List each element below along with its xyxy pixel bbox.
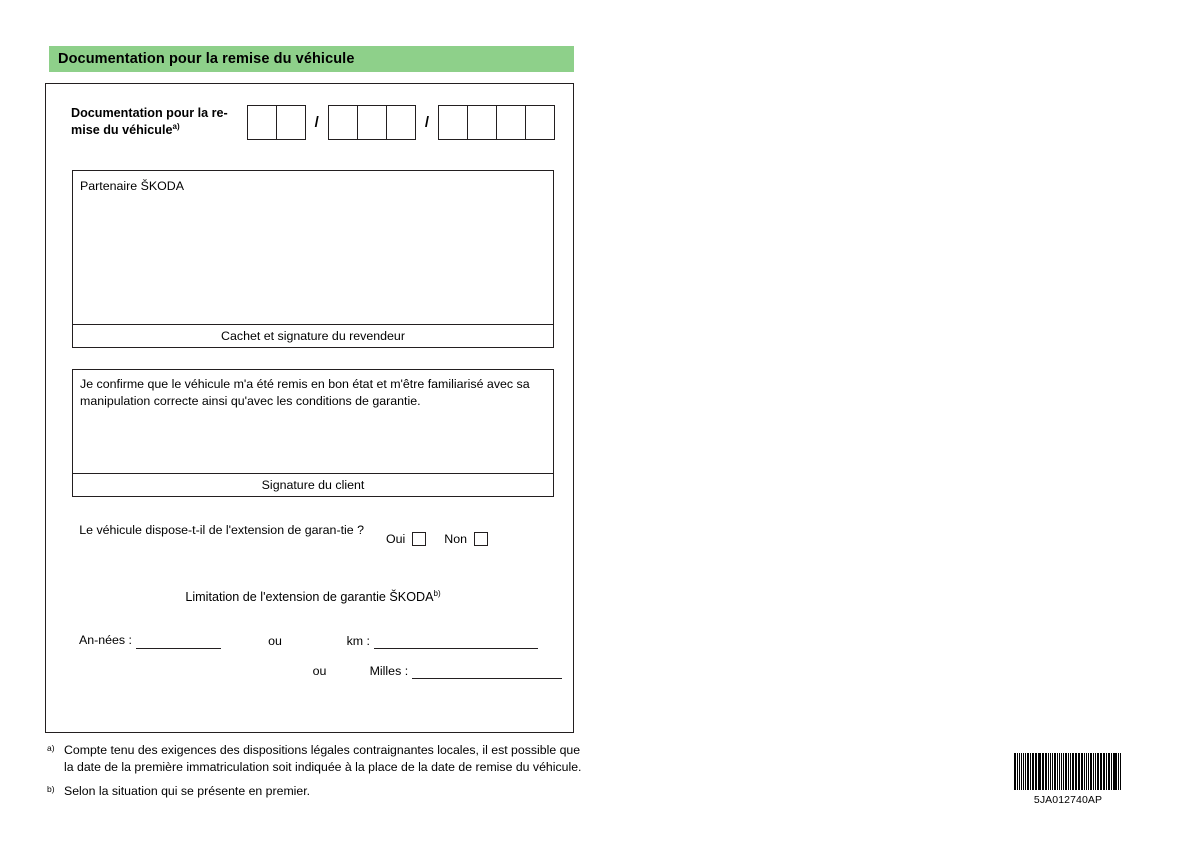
footnote-b-text: Selon la situation qui se présente en premier. [64, 783, 311, 798]
page-title: Documentation pour la remise du véhicule [58, 51, 355, 67]
date-day-cell[interactable] [247, 105, 277, 140]
dealer-stamp-caption: Cachet et signature du revendeur [72, 325, 554, 348]
dealer-stamp-block [72, 170, 554, 348]
footnote-b [47, 783, 587, 800]
date-year-cell[interactable] [467, 105, 497, 140]
warranty-question-label: Le véhicule dispose-t-il de l'extension de garan-tie ? [79, 523, 364, 537]
footnotes [47, 742, 587, 807]
miles-label: Milles : [369, 664, 409, 679]
date-month-boxes[interactable] [328, 105, 416, 140]
barcode-number: 5JA012740AP [1033, 794, 1103, 806]
customer-signature-caption: Signature du client [72, 474, 554, 497]
footnote-marker-b: b) [433, 589, 441, 598]
date-year-cell[interactable] [496, 105, 526, 140]
footnote-b-marker: b) [47, 783, 55, 794]
date-day-boxes[interactable] [247, 105, 306, 140]
date-separator-2: / [424, 114, 429, 131]
km-input[interactable] [374, 633, 538, 649]
warranty-yes-checkbox[interactable] [412, 532, 426, 546]
warranty-limitation-text: Limitation de l'extension de garantie ŠKODA [185, 590, 434, 605]
warranty-limit-row-2 [72, 663, 562, 679]
dealer-stamp-area[interactable] [72, 170, 554, 325]
date-month-cell[interactable] [357, 105, 387, 140]
barcode-image [1014, 753, 1122, 790]
warranty-option-yes[interactable] [386, 522, 426, 546]
footnote-a-marker: a) [47, 743, 55, 753]
warranty-no-label: Non [444, 532, 468, 546]
delivery-date-row [71, 105, 555, 140]
date-day-cell[interactable] [276, 105, 306, 140]
footnote-marker-a: a) [172, 121, 180, 131]
date-separator-1: / [314, 114, 319, 131]
customer-signature-block [72, 369, 554, 497]
warranty-limit-fields [72, 632, 562, 679]
or-label-2: ou [312, 664, 327, 679]
date-month-cell[interactable] [328, 105, 358, 140]
barcode-block [1014, 753, 1122, 806]
customer-confirmation-text: Je confirme que le véhicule m'a été remis en bon état et m'être familiarisé avec sa manipulation correcte ainsi qu'avec les conditions de garantie. [80, 377, 530, 408]
date-year-boxes[interactable] [438, 105, 555, 140]
dealer-partner-label: Partenaire ŠKODA [80, 179, 184, 193]
delivery-date-label [71, 106, 247, 138]
form-container [45, 83, 574, 733]
warranty-extension-question [72, 522, 554, 546]
warranty-limit-row-1 [72, 632, 562, 649]
km-label: km : [346, 634, 370, 649]
or-label-1: ou [268, 634, 282, 649]
warranty-no-checkbox[interactable] [474, 532, 488, 546]
footnote-a-text: Compte tenu des exigences des dispositions légales contraignantes locales, il est possible que la date de la première immatriculation soit indiquée à la place de la date de remise du véhicule. [64, 743, 582, 774]
date-year-cell[interactable] [525, 105, 555, 140]
warranty-option-no[interactable] [444, 522, 488, 546]
customer-confirmation-area[interactable] [72, 369, 554, 474]
date-year-cell[interactable] [438, 105, 468, 140]
miles-input[interactable] [412, 663, 562, 679]
footnote-a [47, 742, 587, 776]
date-month-cell[interactable] [386, 105, 416, 140]
warranty-limitation-heading [72, 589, 554, 604]
section-header [49, 46, 574, 72]
warranty-yes-label: Oui [386, 532, 406, 546]
delivery-date-label-text: Documentation pour la re-mise du véhicule [71, 106, 228, 138]
years-label: An-nées : [78, 633, 132, 647]
years-input[interactable] [136, 633, 221, 649]
